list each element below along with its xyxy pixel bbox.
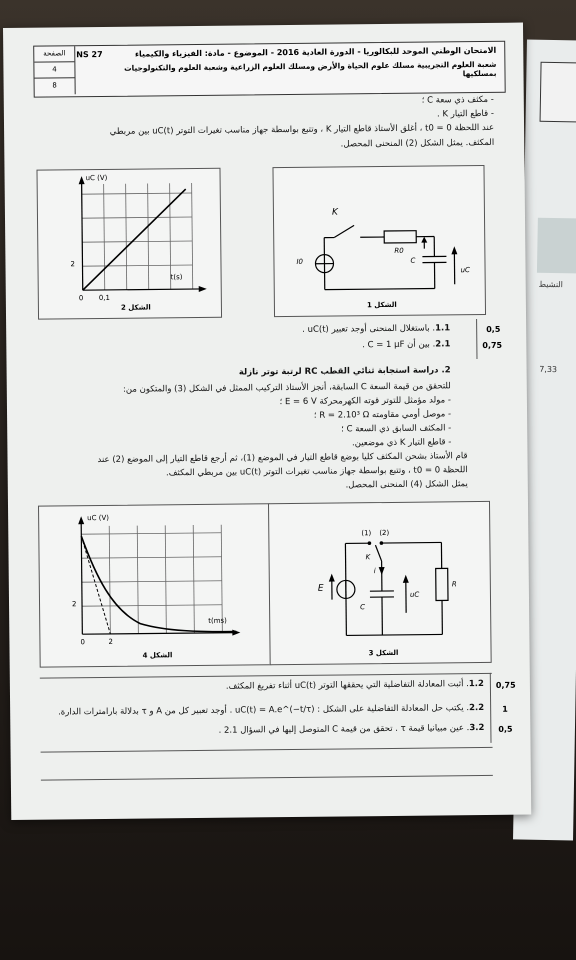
figure-1-circuit bbox=[273, 166, 485, 316]
figure-2-graph bbox=[37, 169, 221, 319]
fig3-caption: الشكل 3 bbox=[368, 648, 399, 658]
question-2-1-number: 2.1 bbox=[435, 339, 451, 350]
page-label: الصفحة bbox=[34, 46, 74, 62]
question-1-2-number: 1.2 bbox=[468, 679, 484, 690]
fig2-ytick: 2 bbox=[70, 260, 75, 269]
part-2-item-3: - المكثف السابق ذي السعة C ؛ bbox=[341, 423, 452, 435]
intro-line-4: المكثف. يمثل الشكل (2) المنحنى المحصل. bbox=[340, 137, 495, 150]
intro-line-3: عند اللحظة t0 = 0 ، أغلق الأستاذ قاطع التيار K ، وتتبع بواسطة جهاز مناسب تغيرات التوتر uC(t) بين مربطي bbox=[109, 122, 495, 137]
part-2-line-3: اللحظة t0 = 0 ، وتتبع بواسطة جهاز مناسب تغيرات التوتر uC(t) بين مربطي المكثف. bbox=[165, 465, 468, 479]
part-2-title: 2. دراسة استجابة ثنائي القطب RC لرتبة توتر نازلة bbox=[238, 365, 451, 378]
exam-branch: شعبة العلوم التجريبية مسلك علوم الحياة والأرض ومسلك العلوم الزراعية وشعبة العلوم والتكنولوجيات بمسلكيها bbox=[124, 59, 497, 79]
score-1-1: 0,5 bbox=[486, 324, 501, 334]
fig1-voltage-label: uC bbox=[460, 266, 470, 275]
fig4-tangent bbox=[81, 536, 110, 634]
score-column-divider-1 bbox=[476, 319, 477, 359]
question-1-2-text: أثبت المعادلة التفاضلية التي يحققها التوتر uC(t) أثناء تفريغ المكثف. bbox=[225, 679, 464, 692]
question-1-1-text: باستغلال المنحنى أوجد تعبير uC(t) . bbox=[302, 323, 430, 335]
question-2-1: 2.1. بين أن C = 1 μF . bbox=[362, 339, 451, 351]
figure-2-box bbox=[36, 168, 222, 320]
fig3-capacitor-label: C bbox=[360, 603, 366, 612]
score-3-2: 0,5 bbox=[498, 724, 513, 734]
part-2-line-2: قام الأستاذ بشحن المكثف كليا بوضع قاطع التيار في الموضع (1)، ثم أرجع قاطع التيار إلى الموضع (2) عند bbox=[97, 451, 468, 466]
score-1-2: 0,75 bbox=[495, 680, 516, 690]
section-divider bbox=[40, 673, 492, 679]
adjacent-page-header-box bbox=[540, 62, 576, 123]
score-2-1: 0,75 bbox=[482, 340, 503, 350]
fig2-ylabel: uC (V) bbox=[85, 173, 108, 183]
fig4-xlabel: t(ms) bbox=[208, 616, 227, 625]
question-1-1: 1.1. باستغلال المنحنى أوجد تعبير uC(t) . bbox=[302, 323, 451, 335]
score-column-divider-2 bbox=[490, 673, 492, 743]
score-2-2: 1 bbox=[502, 704, 508, 714]
part-2-item-4: - قاطع التيار K ذي موضعين. bbox=[351, 437, 452, 449]
figure-1-box bbox=[272, 165, 486, 317]
fig3-voltage-label: uC bbox=[409, 590, 420, 599]
intro-line-2: - قاطع التيار K . bbox=[436, 108, 494, 120]
question-2-1-text: بين أن C = 1 μF . bbox=[362, 339, 430, 351]
figure-4-graph bbox=[39, 504, 271, 666]
figure-3-circuit bbox=[269, 502, 491, 664]
page-number: 4 bbox=[34, 62, 74, 78]
exam-title: الامتحان الوطني الموحد للبكالوريا - الدورة العادية 2016 - الموضوع - مادة: الفيزياء والكيمياء bbox=[134, 45, 497, 59]
fig3-resistor-label: R bbox=[451, 580, 457, 589]
bottom-divider bbox=[41, 747, 493, 753]
question-3-2-text: عين مبيانيا قيمة τ . تحقق من قيمة C المتوصل إليها في السؤال 2.1 . bbox=[218, 723, 464, 736]
question-1-1-number: 1.1 bbox=[435, 323, 451, 334]
part-2-line-4: يمثل الشكل (4) المنحنى المحصل. bbox=[345, 479, 468, 491]
fig3-position-1: (1) bbox=[361, 529, 372, 538]
fig3-emf-label: E bbox=[317, 583, 324, 594]
intro-line-1: - مكثف ذي سعة C ؛ bbox=[421, 94, 494, 106]
exam-header bbox=[33, 41, 506, 98]
part-2-intro: للتحقق من قيمة السعة C السابقة، أنجز الأستاذ التركيب الممثل في الشكل (3) والمتكون من: bbox=[122, 381, 451, 395]
fig2-y-axis bbox=[82, 180, 83, 290]
question-1-2: 1.2. أثبت المعادلة التفاضلية التي يحققها التوتر uC(t) أثناء تفريغ المكثف. bbox=[225, 679, 484, 692]
fig1-resistor-label: R0 bbox=[394, 246, 404, 255]
fig1-capacitor-label: C bbox=[410, 256, 416, 265]
fig2-xtick-0: 0 bbox=[78, 294, 84, 303]
page-number-box bbox=[34, 46, 76, 94]
fig4-caption: الشكل 4 bbox=[142, 651, 173, 660]
exam-code: NS 27 bbox=[76, 49, 103, 60]
fig1-caption: الشكل 1 bbox=[366, 300, 397, 310]
fig4-x-axis bbox=[82, 633, 236, 635]
question-3-2: 3.2. عين مبيانيا قيمة τ . تحقق من قيمة C المتوصل إليها في السؤال 2.1 . bbox=[218, 722, 485, 736]
fig1-current-source-label: I0 bbox=[296, 257, 304, 266]
fig2-xlabel: t(s) bbox=[170, 273, 183, 282]
fig3-current-label: i bbox=[373, 567, 376, 576]
fig2-xtick-1: 0,1 bbox=[98, 293, 111, 303]
page-total: 8 bbox=[52, 81, 57, 90]
footer-rule bbox=[41, 775, 493, 781]
question-3-2-number: 3.2 bbox=[469, 722, 485, 734]
fig2-x-axis bbox=[83, 289, 203, 290]
exam-page bbox=[3, 23, 531, 820]
fig2-caption: الشكل 2 bbox=[120, 303, 151, 312]
question-2-2-number: 2.2 bbox=[469, 702, 485, 714]
part-2-item-1: - مولد مؤمثل للتوتر قوته الكهرمحركة E = 6 V ؛ bbox=[279, 395, 451, 408]
fig4-ytick: 2 bbox=[71, 600, 77, 609]
adjacent-page-word: النشيط bbox=[538, 279, 564, 290]
fig4-ylabel: uC (V) bbox=[87, 513, 109, 523]
fig3-position-2: (2) bbox=[379, 528, 390, 538]
part-2-item-2: - موصل أومي مقاومته R = 2.10³ Ω ؛ bbox=[313, 409, 452, 421]
adjacent-page-strip bbox=[537, 218, 576, 274]
fig4-xtick-1: 2 bbox=[108, 637, 113, 646]
figure-3-box bbox=[268, 501, 492, 665]
fig4-xtick-0: 0 bbox=[80, 638, 85, 647]
question-2-2-text: يكتب حل المعادلة التفاضلية على الشكل : uC(t) = A.e^(−t/τ) . أوجد تعبير كل من A و τ بدلالة بارامترات الدارة. bbox=[57, 703, 464, 718]
fig3-switch-label: K bbox=[365, 553, 371, 562]
question-2-2: 2.2. يكتب حل المعادلة التفاضلية على الشكل : uC(t) = A.e^(−t/τ) . أوجد تعبير كل من A و τ بدلالة بارامترات الدارة. bbox=[57, 702, 485, 718]
adjacent-page-number: 7,33 bbox=[539, 364, 558, 375]
figure-4-box bbox=[38, 503, 272, 667]
fig1-switch-label: K bbox=[331, 207, 338, 218]
